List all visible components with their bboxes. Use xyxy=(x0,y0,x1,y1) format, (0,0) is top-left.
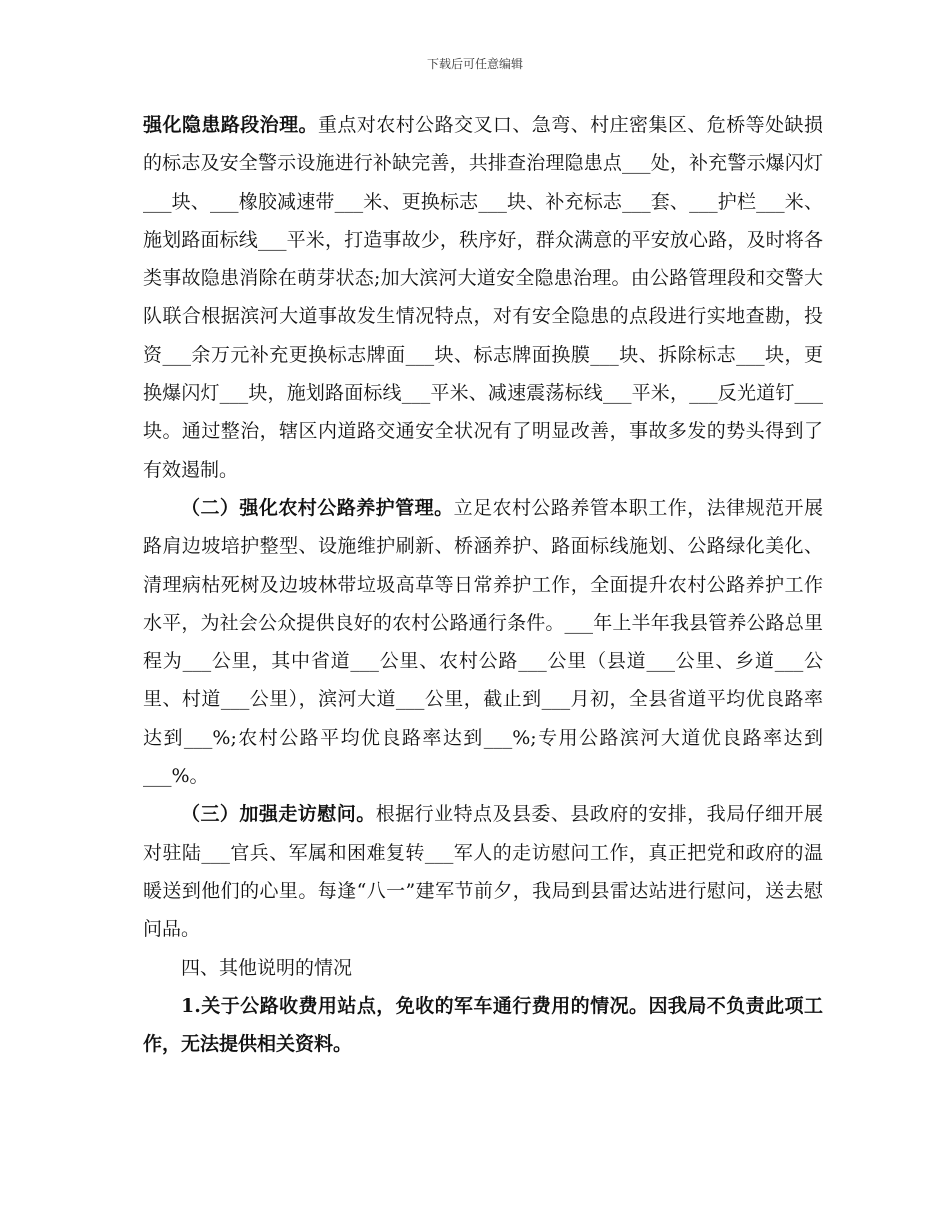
paragraph-lead: （三）加强走访慰问。 xyxy=(181,803,376,826)
paragraph-text: 立足农村公路养管本职工作，法律规范开展路肩边坡培护整型、设施维护刷新、桥涵养护、路面标线施划、公路绿化美化、清理病枯死树及边坡林带垃圾高草等日常养护工作，全面提升农村公路养护工作水平，为社会公众提供良好的农村公路通行条件。___年上半年我县管养公路总里程为___公里，其中省道___公里、农村公路___公里（县道___公里、乡道___公里、村道___公里），滨河大道___公里，截止到___月初，全县省道平均优良路率达到___%;农村公路平均优良路率达到___%;专用公路滨河大道优良路率达到___%。 xyxy=(143,496,823,788)
section-heading: 四、其他说明的情况 xyxy=(181,956,353,979)
paragraph-text: 重点对农村公路交叉口、急弯、村庄密集区、危桥等处缺损的标志及安全警示设施进行补缺完善，共排查治理隐患点___处，补充警示爆闪灯___块、___橡胶减速带___米、更换标志___块、补充标志___套、___护栏___米、施划路面标线___平米，打造事故少，秩序好，群众满意的平安放心路，及时将各类事故隐患消除在萌芽状态;加大滨河大道安全隐患治理。由公路管理段和交警大队联合根据滨河大道事故发生情况特点，对有安全隐患的点段进行实地查勘，投资___余万元补充更换标志牌面___块、标志牌面换膜___块、拆除标志___块，更换爆闪灯___块，施划路面标线___平米、减速震荡标线___平米，___反光道钉___块。通过整治，辖区内道路交通安全状况有了明显改善，事故多发的势头得到了有效遏制。 xyxy=(143,114,823,481)
paragraph-lead: （二）强化农村公路养护管理。 xyxy=(181,496,454,519)
paragraph-visits xyxy=(143,795,823,948)
paragraph-hazard-treatment xyxy=(143,106,823,489)
paragraph-toll-stations xyxy=(143,987,823,1064)
paragraph-road-maintenance xyxy=(143,489,823,795)
document-body xyxy=(143,106,823,1063)
paragraph-text: 1.关于公路收费用站点，免收的军车通行费用的情况。因我局不负责此项工作，无法提供相关资料。 xyxy=(143,994,823,1056)
page-header: 下载后可任意编辑 xyxy=(426,57,523,71)
paragraph-lead: 强化隐患路段治理。 xyxy=(143,114,318,136)
paragraph-text: 根据行业特点及县委、县政府的安排，我局仔细开展对驻陆___官兵、军属和困难复转___军人的走访慰问工作，真正把党和政府的温暖送到他们的心里。每逢“八一”建军节前夕，我局到县雷达站进行慰问，送去慰问品。 xyxy=(143,803,823,941)
